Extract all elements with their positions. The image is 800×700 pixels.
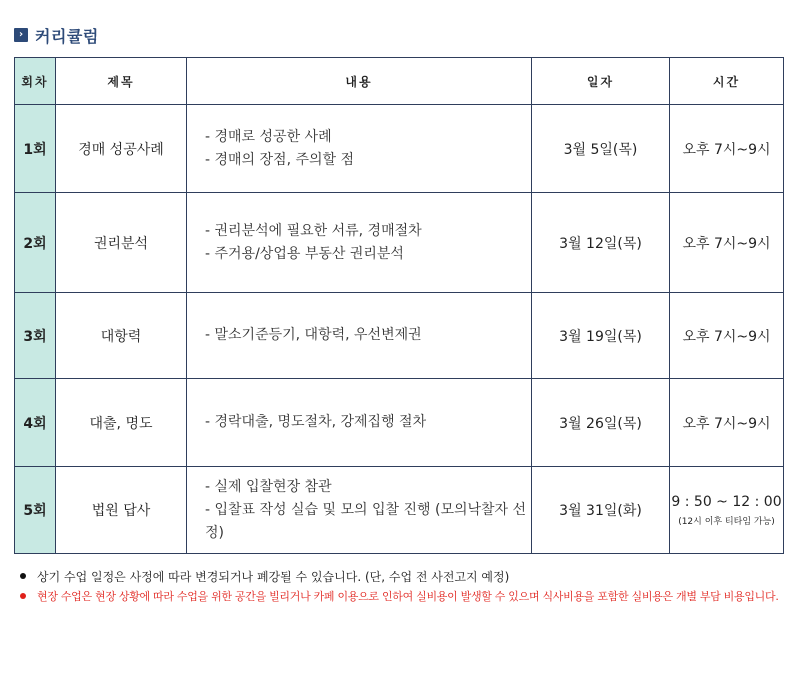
session-date: 3월 26일(목) xyxy=(532,379,670,467)
section-title: 커리큘럼 xyxy=(35,26,99,46)
table-row xyxy=(15,193,784,293)
content-line: - 실제 입찰현장 참관 xyxy=(205,478,332,495)
table-row xyxy=(15,105,784,193)
chevron-right-icon: › xyxy=(14,28,28,42)
bullet-icon xyxy=(20,593,26,599)
curriculum-table xyxy=(14,57,784,554)
session-date: 3월 5일(목) xyxy=(532,105,670,193)
header-session: 회차 xyxy=(15,58,56,105)
note-text: 현장 수업은 현장 상황에 따라 수업을 위한 공간을 빌리거나 카페 이용으로 인하여 실비용이 발생할 수 있으며 식사비용을 포함한 실비용은 개별 부담 비용입니다. xyxy=(37,590,779,603)
note-text: 상기 수업 일정은 사정에 따라 변경되거나 폐강될 수 있습니다. (단, 수업 전 사전고지 예정) xyxy=(37,569,510,584)
session-title: 경매 성공사례 xyxy=(56,105,187,193)
table-header-row xyxy=(15,58,784,105)
session-title: 법원 답사 xyxy=(56,467,187,554)
session-content xyxy=(187,105,532,193)
session-content xyxy=(187,379,532,467)
content-line: - 권리분석에 필요한 서류, 경매절차 xyxy=(205,222,422,239)
session-date: 3월 19일(목) xyxy=(532,293,670,379)
warning-note-item xyxy=(18,586,779,606)
table-row xyxy=(15,293,784,379)
content-line: - 경락대출, 명도절차, 강제집행 절차 xyxy=(205,414,427,430)
header-content: 내용 xyxy=(187,58,532,105)
time-note: (12시 이후 티타임 가능) xyxy=(678,516,775,527)
session-content xyxy=(187,193,532,293)
section-header xyxy=(14,24,99,46)
table-row xyxy=(15,379,784,467)
header-time: 시간 xyxy=(670,58,784,105)
session-number: 3회 xyxy=(15,293,56,379)
session-date: 3월 12일(목) xyxy=(532,193,670,293)
session-time: 오후 7시~9시 xyxy=(670,379,784,467)
header-date: 일자 xyxy=(532,58,670,105)
content-line: - 경매로 성공한 사례 xyxy=(205,128,332,145)
session-number: 5회 xyxy=(15,467,56,554)
session-content xyxy=(187,467,532,554)
session-content xyxy=(187,293,532,379)
table-row xyxy=(15,467,784,554)
bullet-icon xyxy=(20,573,26,579)
session-title: 권리분석 xyxy=(56,193,187,293)
session-title: 대항력 xyxy=(56,293,187,379)
content-line: - 말소기준등기, 대항력, 우선변제권 xyxy=(205,327,422,343)
content-line: - 경매의 장점, 주의할 점 xyxy=(205,151,355,168)
session-time: 오후 7시~9시 xyxy=(670,193,784,293)
session-time: 오후 7시~9시 xyxy=(670,293,784,379)
session-number: 2회 xyxy=(15,193,56,293)
header-title: 제목 xyxy=(56,58,187,105)
session-date: 3월 31일(화) xyxy=(532,467,670,554)
notes-list xyxy=(18,566,779,606)
note-item xyxy=(18,566,779,586)
content-line: - 입찰표 작성 실습 및 모의 입찰 진행 (모의낙찰자 선정) xyxy=(205,501,527,541)
time-range: 9 : 50 ~ 12 : 00 xyxy=(671,493,782,510)
content-line: - 주거용/상업용 부동산 권리분석 xyxy=(205,245,404,262)
session-time xyxy=(670,467,784,554)
session-number: 1회 xyxy=(15,105,56,193)
session-number: 4회 xyxy=(15,379,56,467)
session-time: 오후 7시~9시 xyxy=(670,105,784,193)
session-title: 대출, 명도 xyxy=(56,379,187,467)
